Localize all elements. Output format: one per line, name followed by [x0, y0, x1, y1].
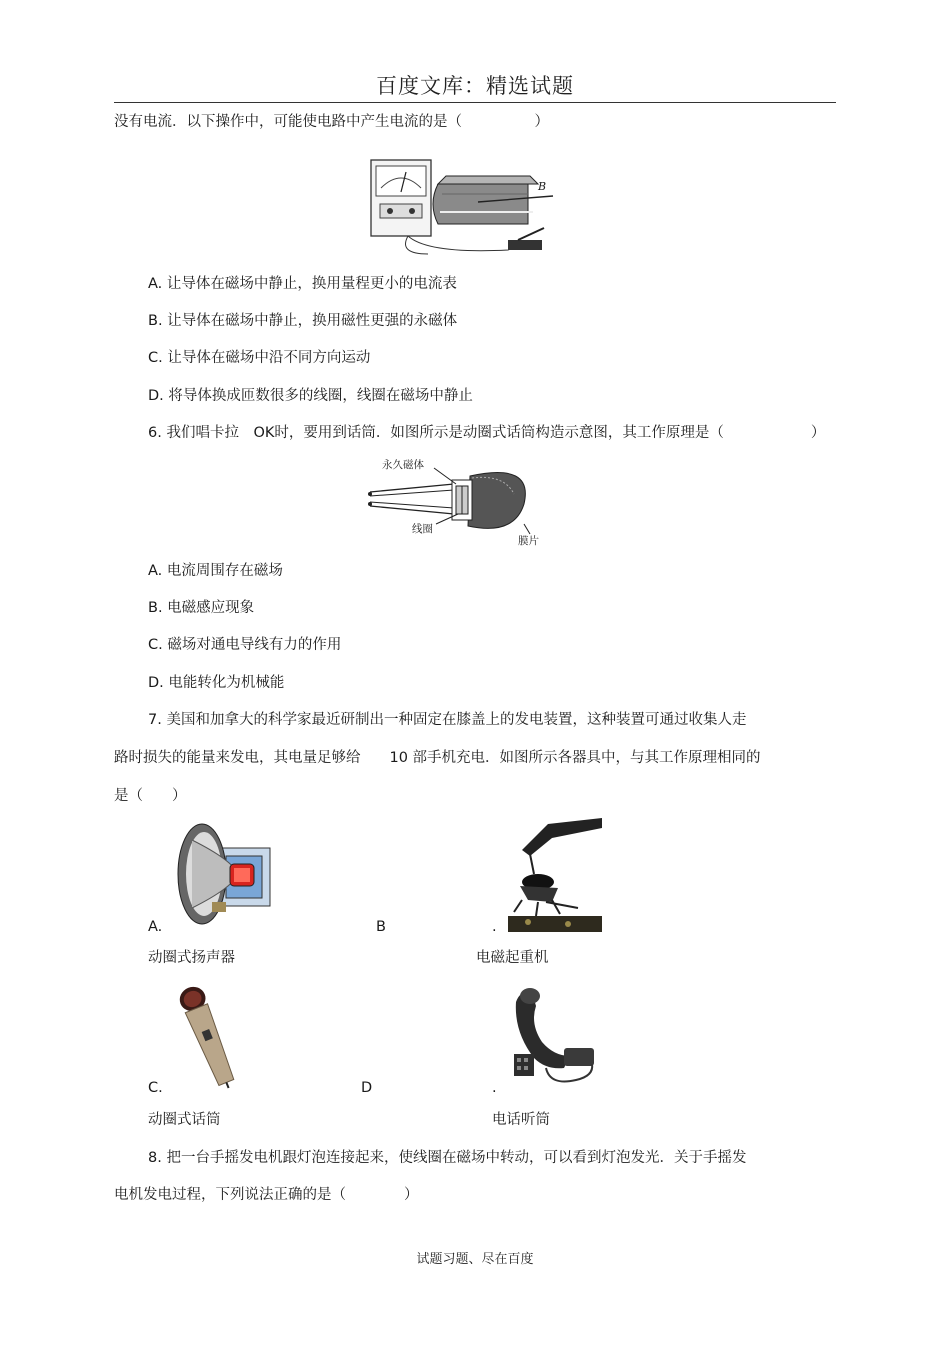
q6-figure-label-coil: 线圈 — [412, 523, 433, 535]
q7-image-speaker — [172, 820, 276, 928]
q7-item-a-letter: A. — [148, 919, 163, 935]
q7-image-telephone-receiver — [506, 982, 598, 1092]
q7-item-c-letter: C. — [148, 1080, 163, 1096]
q6-option-d: D. 电能转化为机械能 — [148, 675, 285, 691]
q6-option-b: B. 电磁感应现象 — [148, 600, 255, 616]
q5-figure-label-b: B — [538, 180, 547, 193]
q7-item-b-letter: B — [376, 919, 386, 935]
q8-stem-line1: 8. 把一台手摇发电机跟灯泡连接起来，使线圈在磁场中转动，可以看到灯泡发光．关于手摇发 — [148, 1150, 747, 1166]
q5-option-c: C. 让导体在磁场中沿不同方向运动 — [148, 350, 371, 366]
q7-item-c-caption: 动圈式话筒 — [148, 1112, 221, 1128]
q6-figure-microphone-diagram — [364, 454, 550, 548]
q7-item-d-caption: 电话听筒 — [492, 1112, 550, 1128]
q5-option-a: A. 让导体在磁场中静止，换用量程更小的电流表 — [148, 276, 457, 292]
q7-image-microphone — [172, 982, 244, 1092]
q6-stem: 6. 我们唱卡拉 OK时，要用到话筒．如图所示是动圈式话筒构造示意图，其工作原理是（ ） — [148, 425, 826, 441]
q7-item-d-dot: . — [492, 1080, 497, 1096]
q6-figure-label-diaphragm: 膜片 — [518, 535, 539, 547]
q7-image-electromagnetic-crane — [508, 816, 602, 932]
q7-item-d-letter: D — [361, 1080, 373, 1096]
q7-item-b-dot: . — [492, 919, 497, 935]
q6-option-a: A. 电流周围存在磁场 — [148, 563, 283, 579]
page-header-title: 百度文库：精选试题 — [376, 74, 574, 98]
q5-option-d: D. 将导体换成匝数很多的线圈，线圈在磁场中静止 — [148, 388, 473, 404]
q7-stem-line3: 是（ ） — [114, 788, 187, 804]
q6-figure-label-magnet: 永久磁体 — [382, 459, 424, 471]
q7-item-a-caption: 动圈式扬声器 — [148, 950, 235, 966]
q5-stem-tail: 没有电流．以下操作中，可能使电路中产生电流的是（ ） — [114, 114, 549, 130]
header-rule — [114, 102, 836, 103]
q6-option-c: C. 磁场对通电导线有力的作用 — [148, 637, 342, 653]
q7-item-b-caption: 电磁起重机 — [476, 950, 549, 966]
q8-stem-line2: 电机发电过程，下列说法正确的是（ ） — [114, 1187, 419, 1203]
q5-figure-galvanometer-magnet — [368, 154, 554, 258]
q5-option-b: B. 让导体在磁场中静止，换用磁性更强的永磁体 — [148, 313, 458, 329]
page-footer: 试题习题、尽在百度 — [416, 1252, 534, 1267]
q7-stem-line1: 7. 美国和加拿大的科学家最近研制出一种固定在膝盖上的发电装置，这种装置可通过收集人走 — [148, 712, 747, 728]
q7-stem-line2: 路时损失的能量来发电，其电量足够给 10 部手机充电．如图所示各器具中，与其工作原理相同的 — [114, 750, 761, 766]
